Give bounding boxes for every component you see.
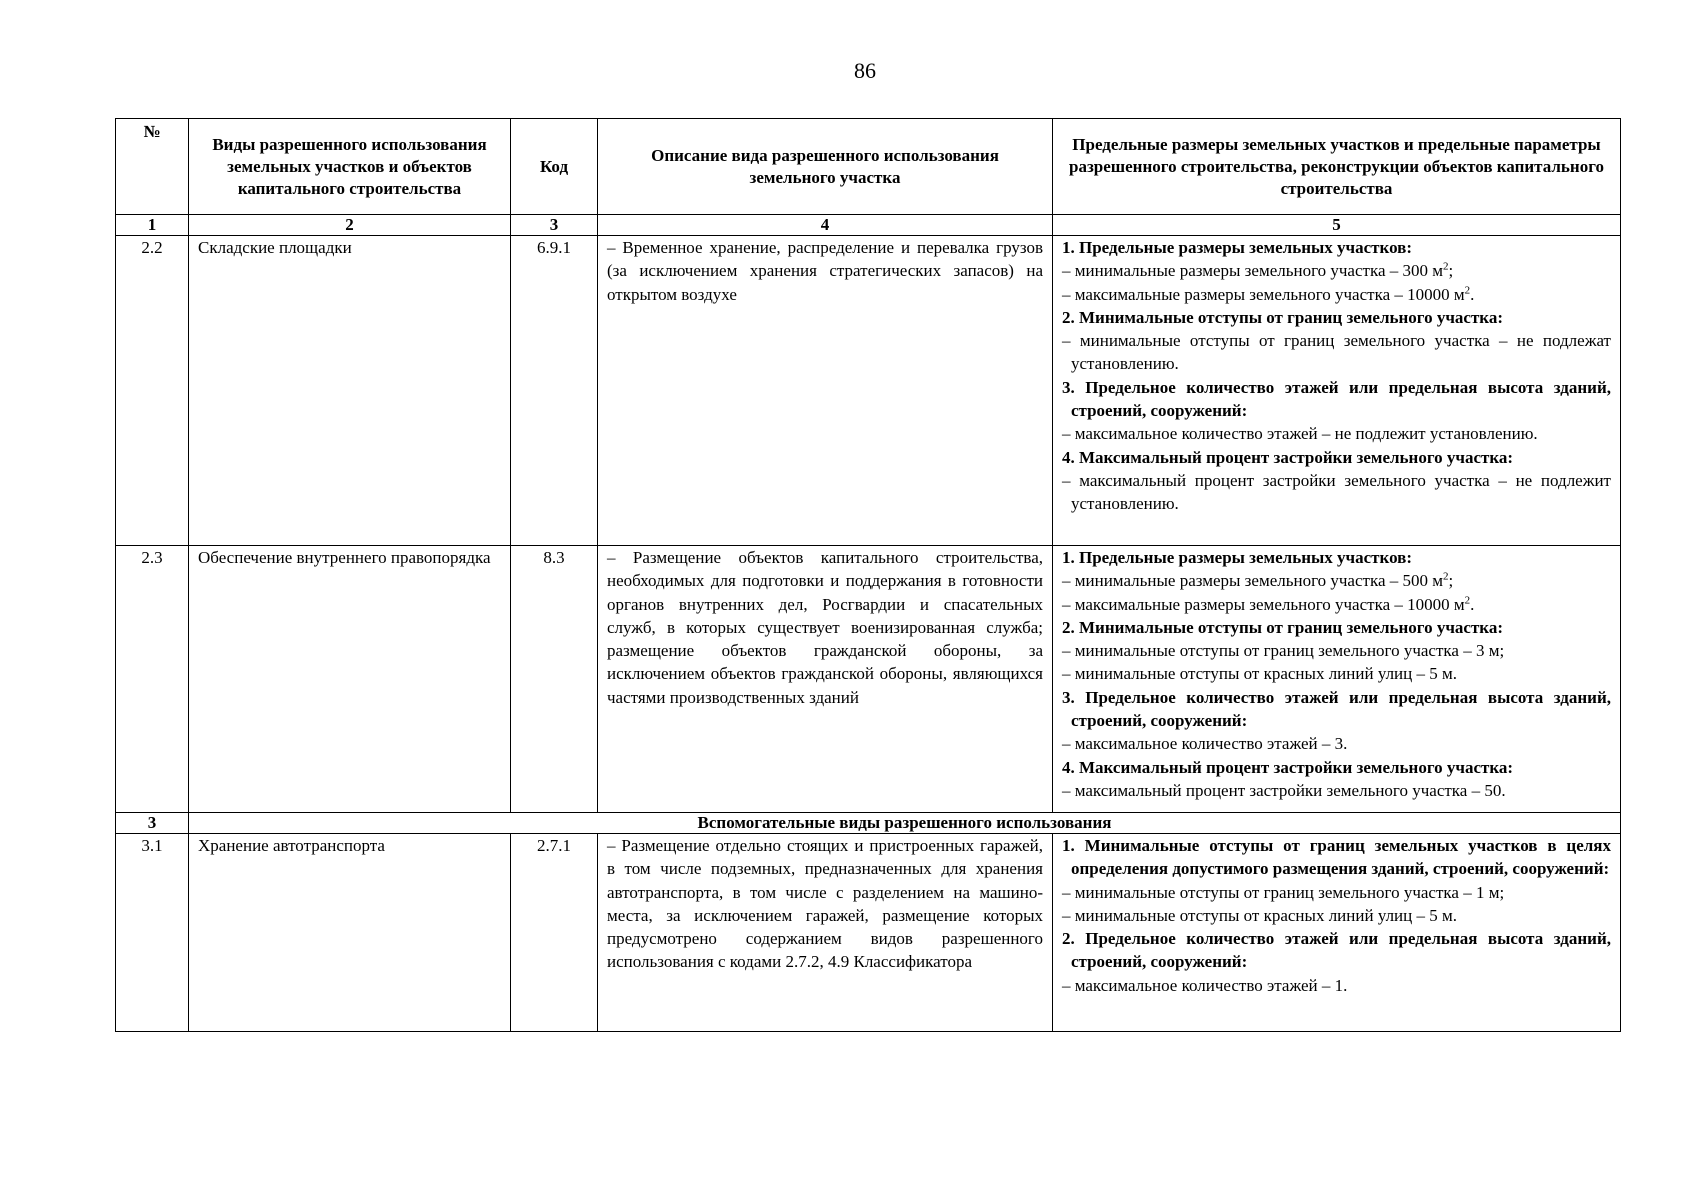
column-number-row [116, 215, 1621, 236]
parameter-heading: 2. Предельное количество этажей или предельная высота зданий, строений, сооружений: [1062, 929, 1611, 972]
use-type-description [598, 834, 1053, 1032]
description-text: – Размещение объектов капитального строительства, необходимых для подготовки и поддержания в готовности органов внутренних дел, Росгвардии и спасательных служб, в которых существует военизированная служба; размещение объектов гражданской обороны, за исключением объектов гражданской обороны, являющихся частями производственных зданий [607, 548, 1043, 707]
column-number: 3 [511, 215, 598, 236]
parameter-heading: 3. Предельное количество этажей или предельная высота зданий, строений, сооружений: [1062, 687, 1611, 731]
parameters-cell [1053, 546, 1621, 813]
superscript: 2 [1464, 593, 1471, 606]
row-number: 2.2 [116, 236, 189, 546]
parameter-item: – максимальное количество этажей – 1. [1062, 975, 1348, 995]
parameter-item: – минимальные размеры земельного участка – 300 $м^2$; [1062, 260, 1454, 281]
parameter-heading: 2. Минимальные отступы от границ земельного участка: [1062, 307, 1503, 327]
use-type-name: Складские площадки [189, 236, 511, 546]
row-number: 2.3 [116, 546, 189, 813]
use-type-name: Обеспечение внутреннего правопорядка [189, 546, 511, 813]
parameter-heading: 3. Предельное количество этажей или предельная высота зданий, строений, сооружений: [1062, 377, 1611, 421]
row-number: 3.1 [116, 834, 189, 1032]
table-row [116, 834, 1621, 1032]
parameter-item: – минимальные отступы от границ земельного участка – 1 м; [1062, 882, 1505, 902]
table-header-row [116, 119, 1621, 215]
parameter-item: – минимальные отступы от красных линий улиц – 5 м. [1062, 905, 1458, 925]
description-text: – Временное хранение, распределение и перевалка грузов (за исключением хранения стратегических запасов) на открытом воздухе [607, 238, 1043, 304]
parameters-cell [1053, 236, 1621, 546]
parameter-item: – максимальный процент застройки земельного участка – 50. [1062, 780, 1506, 800]
superscript: 2 [1464, 283, 1471, 296]
parameter-heading: 4. Максимальный процент застройки земельного участка: [1062, 447, 1514, 467]
section-number: 3 [116, 813, 189, 834]
column-number: 4 [598, 215, 1053, 236]
parameter-item: – минимальные отступы от границ земельного участка – 3 м; [1062, 641, 1505, 661]
land-use-table [115, 118, 1621, 1032]
parameter-item: – максимальное количество этажей – не подлежит установлению. [1062, 424, 1538, 444]
table-row [116, 546, 1621, 813]
parameter-item: – максимальный процент застройки земельного участка – не подлежит установлению. [1062, 470, 1611, 514]
parameter-item: – максимальные размеры земельного участка – 10000 $м^2$. [1062, 593, 1475, 614]
parameter-heading: 1. Минимальные отступы от границ земельных участков в целях определения допустимого размещения зданий, строений, сооружений: [1062, 836, 1611, 879]
header-parameters: Предельные размеры земельных участков и предельные параметры разрешенного строительства, реконструкции объектов капитального строительства [1053, 119, 1621, 215]
parameter-heading: 4. Максимальный процент застройки земельного участка: [1062, 757, 1514, 777]
table-row [116, 236, 1621, 546]
parameter-item: – минимальные отступы от красных линий улиц – 5 м. [1062, 664, 1458, 684]
parameter-heading: 1. Предельные размеры земельных участков: [1062, 548, 1413, 567]
parameters-cell [1053, 834, 1621, 1032]
page-number: 86 [854, 58, 876, 83]
use-type-name: Хранение автотранспорта [189, 834, 511, 1032]
header-description: Описание вида разрешенного использования земельного участка [598, 119, 1053, 215]
header-number: № [116, 119, 189, 215]
use-type-code: 8.3 [511, 546, 598, 813]
parameter-item: – минимальные отступы от границ земельного участка – не подлежат установлению. [1062, 331, 1611, 374]
parameter-item: – максимальное количество этажей – 3. [1062, 734, 1348, 754]
column-number: 2 [189, 215, 511, 236]
header-use-type: Виды разрешенного использования земельных участков и объектов капитального строительства [189, 119, 511, 215]
description-text: – Размещение отдельно стоящих и пристроенных гаражей, в том числе подземных, предназначенных для хранения автотранспорта, в том числе с разделением на машино-места, за исключением гаражей, размещение которых предусмотрено содержанием видов разрешенного использования с кодами 2.7.2, 4.9 Классификатора [607, 836, 1043, 972]
parameter-heading: 1. Предельные размеры земельных участков: [1062, 238, 1413, 257]
superscript: 2 [1443, 260, 1449, 273]
header-code: Код [511, 119, 598, 215]
parameter-item: – максимальные размеры земельного участка – 10000 $м^2$. [1062, 283, 1475, 304]
use-type-code: 2.7.1 [511, 834, 598, 1032]
superscript: 2 [1443, 570, 1449, 583]
parameter-heading: 2. Минимальные отступы от границ земельного участка: [1062, 617, 1503, 637]
section-title: Вспомогательные виды разрешенного использования [189, 813, 1621, 834]
use-type-code: 6.9.1 [511, 236, 598, 546]
column-number: 5 [1053, 215, 1621, 236]
section-row [116, 813, 1621, 834]
use-type-description [598, 546, 1053, 813]
column-number: 1 [116, 215, 189, 236]
use-type-description [598, 236, 1053, 546]
parameter-item: – минимальные размеры земельного участка – 500 $м^2$; [1062, 570, 1454, 591]
